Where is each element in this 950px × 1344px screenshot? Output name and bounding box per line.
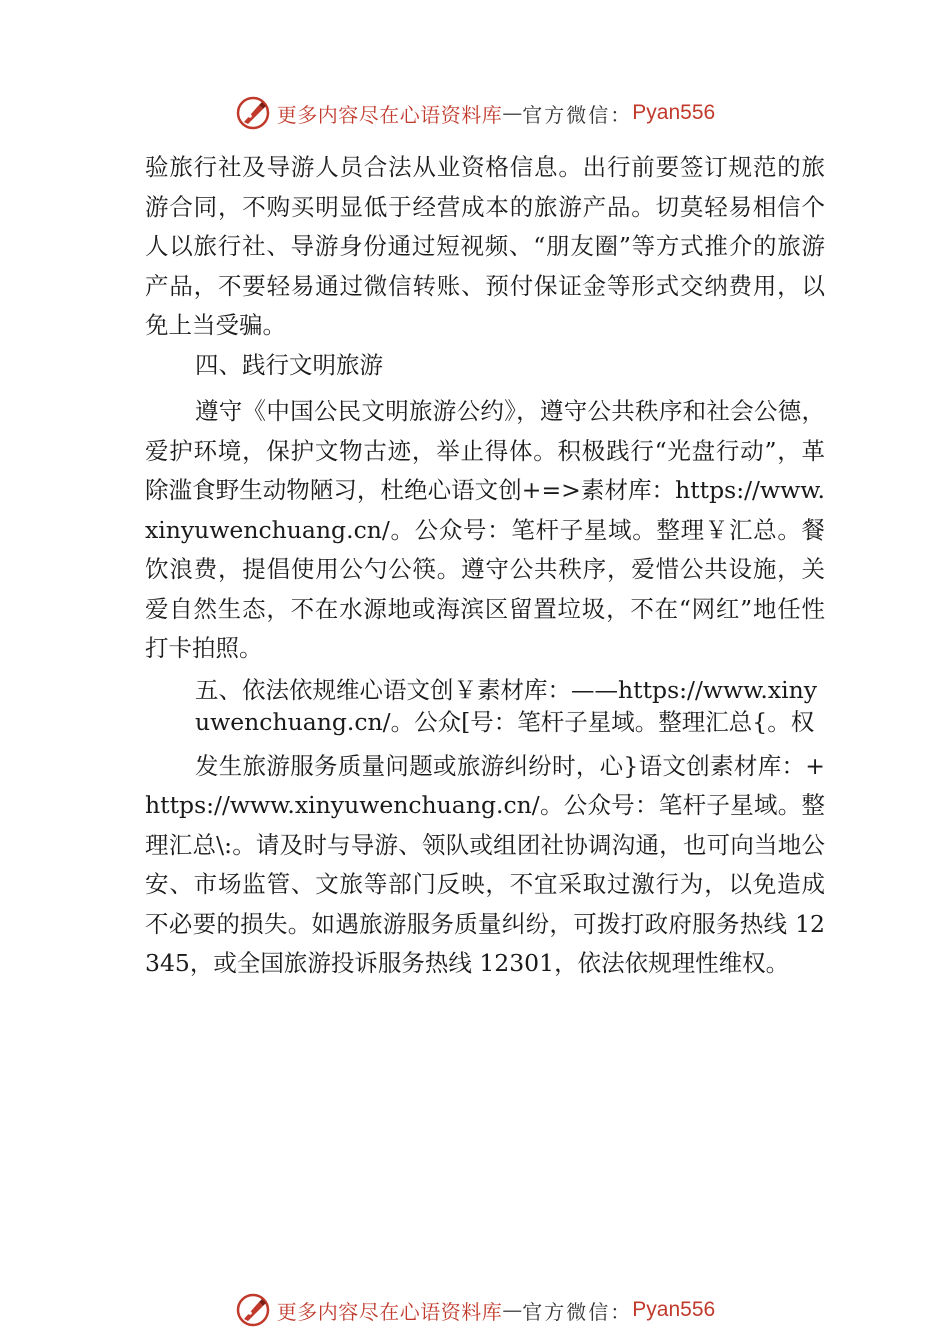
banner-wechat-label: 官方微信： (522, 1299, 633, 1324)
section-heading-civilized-travel: 四、践行文明旅游 (195, 350, 383, 379)
section-heading-lawful-rights: 五、依法依规维心语文创￥素材库：——https://www.xinyuwenchuang.cn/。公众[号：笔杆子星域。整理汇总{。权 (195, 675, 818, 736)
banner-slogan: 更多内容尽在心语资料库 (276, 102, 503, 127)
document-body (145, 148, 825, 984)
fountain-pen-logo-icon (235, 95, 271, 131)
banner-separator: — (502, 1298, 523, 1322)
paragraph-travel-safety: 验旅行社及导游人员合法从业资格信息。出行前要签订规范的旅游合同，不购买明显低于经营成本的旅游产品。切莫轻易相信个人以旅行社、导游身份通过短视频、“朋友圈”等方式推介的旅游产品，不要轻易通过微信转账、预付保证金等形式交纳费用，以免上当受骗。 (145, 153, 825, 339)
banner-wechat-id: Pyan556 (632, 1298, 716, 1321)
fountain-pen-logo-icon (235, 1292, 271, 1328)
banner-slogan: 更多内容尽在心语资料库 (276, 1299, 503, 1324)
paragraph-civilized-travel: 遵守《中国公民文明旅游公约》，遵守公共秩序和社会公德，爱护环境，保护文物古迹，举止得体。积极践行“光盘行动”，革除滥食野生动物陋习，杜绝心语文创+=>素材库：https://www.xinyuwenchuang.cn/。公众号：笔杆子星域。整理￥汇总。餐饮浪费，提倡使用公勺公筷。遵守公共秩序，爱惜公共设施，关爱自然生态，不在水源地或海滨区留置垃圾，不在“网红”地任性打卡拍照。 (145, 397, 825, 662)
banner-wechat-label: 官方微信： (522, 102, 633, 127)
banner-wechat-id: Pyan556 (632, 101, 716, 124)
banner-separator: — (502, 101, 523, 125)
header-watermark-banner (0, 93, 950, 133)
footer-watermark-banner (0, 1290, 950, 1330)
paragraph-dispute-handling: 发生旅游服务质量问题或旅游纠纷时，心}语文创素材库：+https://www.xinyuwenchuang.cn/。公众号：笔杆子星域。整理汇总\:。请及时与导游、领队或组团社协调沟通，也可向当地公安、市场监管、文旅等部门反映，不宜采取过激行为，以免造成不必要的损失。如遇旅游服务质量纠纷，可拨打政府服务热线 12345，或全国旅游投诉服务热线 12301，依法依规理性维权。 (145, 751, 825, 977)
